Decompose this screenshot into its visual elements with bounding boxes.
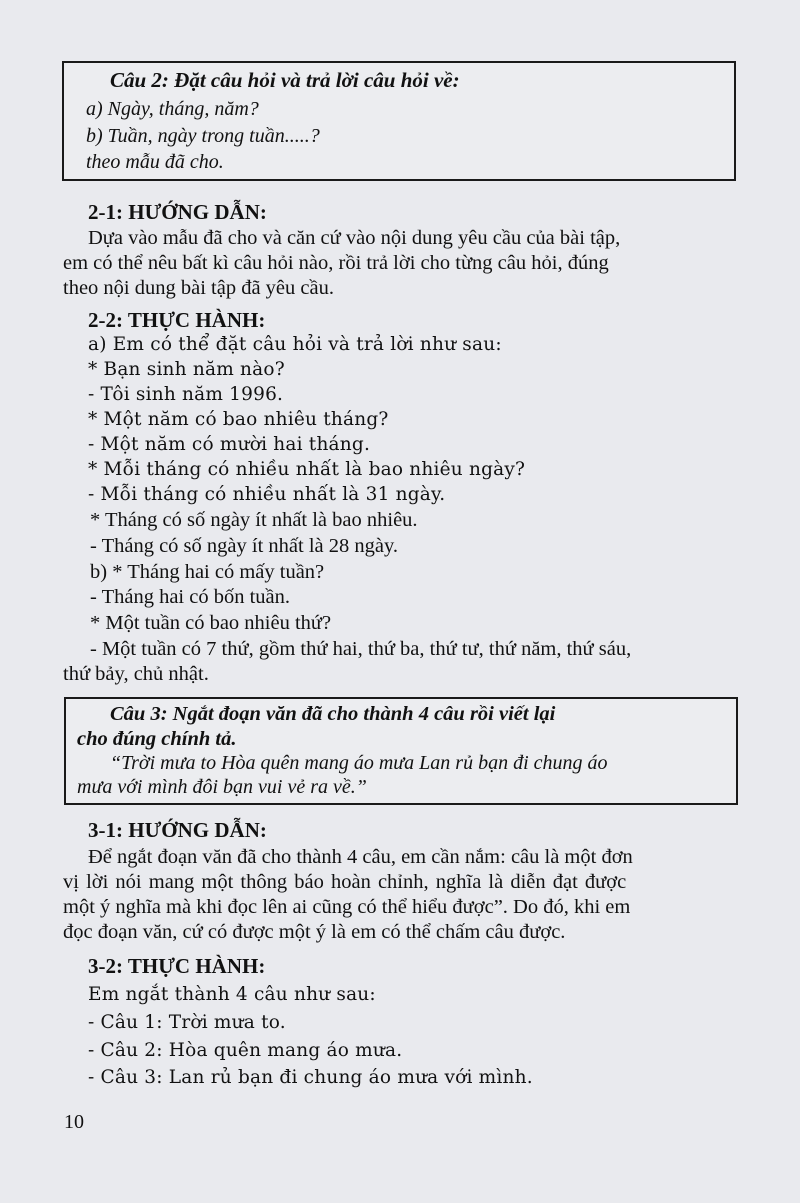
section-2-2-line: - Tháng hai có bốn tuần. (90, 586, 291, 608)
page-number: 10 (64, 1111, 84, 1133)
section-2-2-line: a) Em có thể đặt câu hỏi và trả lời như sau: (88, 334, 502, 355)
section-2-2-line: - Một năm có mười hai tháng. (88, 434, 371, 455)
section-3-2-line: - Câu 3: Lan rủ bạn đi chung áo mưa với mình. (88, 1067, 533, 1088)
section-2-1-heading: 2-1: HƯỚNG DẪN: (88, 200, 267, 224)
question-3-quote-line-1: “Trời mưa to Hòa quên mang áo mưa Lan rủ bạn đi chung áo (110, 752, 608, 774)
section-3-2-heading: 3-2: THỰC HÀNH: (88, 954, 266, 978)
section-2-1-line-3: theo nội dung bài tập đã yêu cầu. (63, 277, 334, 299)
section-2-1-line-2: em có thể nêu bất kì câu hỏi nào, rồi trả lời cho từng câu hỏi, đúng (63, 252, 609, 274)
section-3-2-line: - Câu 2: Hòa quên mang áo mưa. (88, 1040, 403, 1061)
question-2-title: Câu 2: Đặt câu hỏi và trả lời câu hỏi về: (110, 68, 460, 92)
section-2-2-line: thứ bảy, chủ nhật. (63, 663, 209, 685)
section-2-2-line: b) * Tháng hai có mấy tuần? (90, 561, 325, 583)
question-3-title-line-1: Câu 3: Ngắt đoạn văn đã cho thành 4 câu rồi viết lại (110, 703, 556, 725)
section-2-2-line: * Tháng có số ngày ít nhất là bao nhiêu. (90, 509, 418, 531)
section-3-1-line-4: đọc đoạn văn, cứ có được một ý là em có thể chấm câu được. (63, 921, 566, 943)
section-2-1-line-1: Dựa vào mẫu đã cho và căn cứ vào nội dung yêu cầu của bài tập, (88, 227, 621, 249)
section-2-2-line: - Mỗi tháng có nhiều nhất là 31 ngày. (88, 484, 446, 505)
section-3-2-line: - Câu 1: Trời mưa to. (88, 1012, 286, 1033)
section-2-2-line: * Một năm có bao nhiêu tháng? (88, 409, 389, 430)
section-3-1-line-1: Để ngắt đoạn văn đã cho thành 4 câu, em cần nắm: câu là một đơn (88, 846, 633, 868)
section-2-2-line: - Tháng có số ngày ít nhất là 28 ngày. (90, 535, 399, 557)
question-2-item-b: b) Tuần, ngày trong tuần.....? (86, 125, 320, 147)
section-2-2-line: - Tôi sinh năm 1996. (88, 384, 284, 405)
section-2-2-line: * Một tuần có bao nhiêu thứ? (90, 612, 332, 634)
question-3-quote-line-2: mưa với mình đôi bạn vui vẻ ra về.” (77, 776, 367, 798)
section-3-1-line-3: một ý nghĩa mà khi đọc lên ai cũng có thể hiểu được”. Do đó, khi em (63, 896, 631, 918)
section-2-2-line: * Bạn sinh năm nào? (88, 359, 285, 380)
section-3-2-line: Em ngắt thành 4 câu như sau: (88, 984, 376, 1005)
section-3-1-heading: 3-1: HƯỚNG DẪN: (88, 818, 267, 842)
section-3-1-line-2: vị lời nói mang một thông báo hoàn chỉnh, nghĩa là diễn đạt được (63, 871, 627, 893)
question-3-title-line-2: cho đúng chính tả. (77, 728, 237, 750)
section-2-2-line: * Mỗi tháng có nhiều nhất là bao nhiêu ngày? (88, 459, 526, 480)
question-2-item-a: a) Ngày, tháng, năm? (86, 98, 259, 120)
question-2-note: theo mẫu đã cho. (86, 151, 224, 173)
section-2-2-heading: 2-2: THỰC HÀNH: (88, 308, 266, 332)
section-2-2-line: - Một tuần có 7 thứ, gồm thứ hai, thứ ba, thứ tư, thứ năm, thứ sáu, (90, 638, 632, 660)
